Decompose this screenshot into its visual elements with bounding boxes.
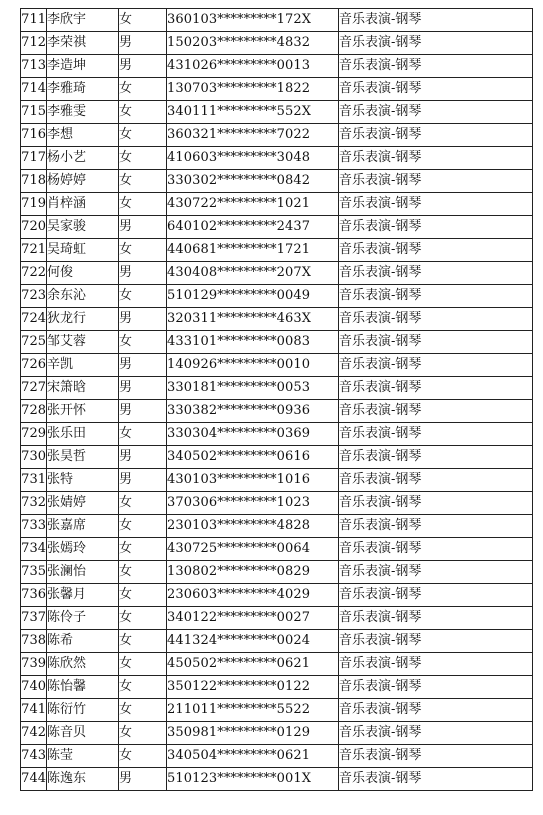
student-name: 张乐田 xyxy=(47,423,119,446)
student-id-number: 430725*********0064 xyxy=(167,538,339,561)
table-row xyxy=(21,9,533,32)
student-name: 张嘉席 xyxy=(47,515,119,538)
student-gender: 女 xyxy=(119,193,167,216)
student-gender: 女 xyxy=(119,607,167,630)
row-number: 730 xyxy=(21,446,47,469)
row-number: 716 xyxy=(21,124,47,147)
student-id-number: 320311*********463X xyxy=(167,308,339,331)
table-row xyxy=(21,147,533,170)
row-number: 728 xyxy=(21,400,47,423)
row-number: 721 xyxy=(21,239,47,262)
student-id-number: 330304*********0369 xyxy=(167,423,339,446)
student-major: 音乐表演-钢琴 xyxy=(339,423,533,446)
table-row xyxy=(21,377,533,400)
student-id-number: 350122*********0122 xyxy=(167,676,339,699)
student-id-number: 230603*********4029 xyxy=(167,584,339,607)
student-name: 陈音贝 xyxy=(47,722,119,745)
student-name: 李想 xyxy=(47,124,119,147)
row-number: 731 xyxy=(21,469,47,492)
student-id-number: 430408*********207X xyxy=(167,262,339,285)
student-name: 辛凯 xyxy=(47,354,119,377)
student-id-number: 430103*********1016 xyxy=(167,469,339,492)
table-row xyxy=(21,699,533,722)
student-gender: 女 xyxy=(119,124,167,147)
student-name: 李欣宇 xyxy=(47,9,119,32)
student-id-number: 410603*********3048 xyxy=(167,147,339,170)
student-id-number: 430722*********1021 xyxy=(167,193,339,216)
row-number: 741 xyxy=(21,699,47,722)
student-name: 陈怡馨 xyxy=(47,676,119,699)
table-row xyxy=(21,170,533,193)
student-name: 余东沁 xyxy=(47,285,119,308)
table-row xyxy=(21,423,533,446)
row-number: 718 xyxy=(21,170,47,193)
student-major: 音乐表演-钢琴 xyxy=(339,676,533,699)
student-gender: 女 xyxy=(119,538,167,561)
student-major: 音乐表演-钢琴 xyxy=(339,239,533,262)
row-number: 736 xyxy=(21,584,47,607)
student-id-number: 510129*********0049 xyxy=(167,285,339,308)
student-gender: 女 xyxy=(119,239,167,262)
student-id-number: 440681*********1721 xyxy=(167,239,339,262)
student-name: 陈伶子 xyxy=(47,607,119,630)
student-id-number: 441324*********0024 xyxy=(167,630,339,653)
table-row xyxy=(21,676,533,699)
table-row xyxy=(21,400,533,423)
student-name: 狄龙行 xyxy=(47,308,119,331)
student-major: 音乐表演-钢琴 xyxy=(339,55,533,78)
table-row xyxy=(21,55,533,78)
student-name: 吴琦虹 xyxy=(47,239,119,262)
student-id-number: 340502*********0616 xyxy=(167,446,339,469)
student-id-number: 330382*********0936 xyxy=(167,400,339,423)
student-name: 陈逸东 xyxy=(47,768,119,791)
row-number: 723 xyxy=(21,285,47,308)
student-major: 音乐表演-钢琴 xyxy=(339,285,533,308)
roster-table-body xyxy=(21,9,533,791)
table-row xyxy=(21,78,533,101)
student-gender: 男 xyxy=(119,354,167,377)
student-major: 音乐表演-钢琴 xyxy=(339,331,533,354)
student-id-number: 370306*********1023 xyxy=(167,492,339,515)
student-gender: 女 xyxy=(119,78,167,101)
table-row xyxy=(21,124,533,147)
student-name: 陈衍竹 xyxy=(47,699,119,722)
table-row xyxy=(21,584,533,607)
table-row xyxy=(21,561,533,584)
row-number: 744 xyxy=(21,768,47,791)
student-name: 李造坤 xyxy=(47,55,119,78)
student-gender: 女 xyxy=(119,676,167,699)
student-name: 李雅琦 xyxy=(47,78,119,101)
student-name: 张澜怡 xyxy=(47,561,119,584)
student-gender: 男 xyxy=(119,400,167,423)
student-gender: 女 xyxy=(119,653,167,676)
student-gender: 男 xyxy=(119,469,167,492)
student-gender: 女 xyxy=(119,630,167,653)
row-number: 724 xyxy=(21,308,47,331)
student-gender: 女 xyxy=(119,699,167,722)
student-name: 张昊哲 xyxy=(47,446,119,469)
student-id-number: 230103*********4828 xyxy=(167,515,339,538)
student-name: 张嫣玲 xyxy=(47,538,119,561)
table-row xyxy=(21,446,533,469)
student-major: 音乐表演-钢琴 xyxy=(339,9,533,32)
row-number: 712 xyxy=(21,32,47,55)
row-number: 720 xyxy=(21,216,47,239)
row-number: 729 xyxy=(21,423,47,446)
row-number: 727 xyxy=(21,377,47,400)
student-id-number: 360103*********172X xyxy=(167,9,339,32)
table-row xyxy=(21,745,533,768)
table-row xyxy=(21,32,533,55)
table-row xyxy=(21,653,533,676)
roster-table xyxy=(20,8,533,791)
row-number: 740 xyxy=(21,676,47,699)
student-name: 张婧婷 xyxy=(47,492,119,515)
student-major: 音乐表演-钢琴 xyxy=(339,745,533,768)
student-name: 邹艾蓉 xyxy=(47,331,119,354)
student-major: 音乐表演-钢琴 xyxy=(339,101,533,124)
student-major: 音乐表演-钢琴 xyxy=(339,124,533,147)
student-name: 陈莹 xyxy=(47,745,119,768)
row-number: 732 xyxy=(21,492,47,515)
student-id-number: 140926*********0010 xyxy=(167,354,339,377)
student-name: 杨小艺 xyxy=(47,147,119,170)
table-row xyxy=(21,515,533,538)
student-major: 音乐表演-钢琴 xyxy=(339,584,533,607)
student-major: 音乐表演-钢琴 xyxy=(339,561,533,584)
student-major: 音乐表演-钢琴 xyxy=(339,446,533,469)
row-number: 719 xyxy=(21,193,47,216)
student-id-number: 340504*********0621 xyxy=(167,745,339,768)
student-id-number: 350981*********0129 xyxy=(167,722,339,745)
student-gender: 女 xyxy=(119,561,167,584)
row-number: 715 xyxy=(21,101,47,124)
student-gender: 女 xyxy=(119,722,167,745)
student-name: 陈欣然 xyxy=(47,653,119,676)
student-major: 音乐表演-钢琴 xyxy=(339,630,533,653)
table-row xyxy=(21,101,533,124)
student-major: 音乐表演-钢琴 xyxy=(339,722,533,745)
student-major: 音乐表演-钢琴 xyxy=(339,492,533,515)
student-major: 音乐表演-钢琴 xyxy=(339,262,533,285)
student-name: 肖梓涵 xyxy=(47,193,119,216)
table-row xyxy=(21,469,533,492)
student-major: 音乐表演-钢琴 xyxy=(339,78,533,101)
student-name: 吴家骏 xyxy=(47,216,119,239)
student-gender: 男 xyxy=(119,446,167,469)
row-number: 743 xyxy=(21,745,47,768)
table-row xyxy=(21,262,533,285)
student-id-number: 360321*********7022 xyxy=(167,124,339,147)
student-id-number: 640102*********2437 xyxy=(167,216,339,239)
row-number: 726 xyxy=(21,354,47,377)
row-number: 714 xyxy=(21,78,47,101)
table-row xyxy=(21,492,533,515)
row-number: 722 xyxy=(21,262,47,285)
student-name: 李荣祺 xyxy=(47,32,119,55)
student-id-number: 130802*********0829 xyxy=(167,561,339,584)
student-name: 李雅雯 xyxy=(47,101,119,124)
table-row xyxy=(21,607,533,630)
table-row xyxy=(21,285,533,308)
student-major: 音乐表演-钢琴 xyxy=(339,32,533,55)
student-gender: 女 xyxy=(119,170,167,193)
student-major: 音乐表演-钢琴 xyxy=(339,193,533,216)
table-row xyxy=(21,193,533,216)
student-id-number: 433101*********0083 xyxy=(167,331,339,354)
table-row xyxy=(21,538,533,561)
student-gender: 女 xyxy=(119,492,167,515)
row-number: 711 xyxy=(21,9,47,32)
student-gender: 男 xyxy=(119,55,167,78)
row-number: 738 xyxy=(21,630,47,653)
student-name: 张特 xyxy=(47,469,119,492)
student-major: 音乐表演-钢琴 xyxy=(339,354,533,377)
student-gender: 女 xyxy=(119,285,167,308)
student-gender: 女 xyxy=(119,423,167,446)
student-id-number: 130703*********1822 xyxy=(167,78,339,101)
student-gender: 女 xyxy=(119,101,167,124)
student-gender: 男 xyxy=(119,262,167,285)
student-gender: 女 xyxy=(119,331,167,354)
student-id-number: 450502*********0621 xyxy=(167,653,339,676)
student-gender: 女 xyxy=(119,745,167,768)
student-major: 音乐表演-钢琴 xyxy=(339,538,533,561)
row-number: 733 xyxy=(21,515,47,538)
student-id-number: 431026*********0013 xyxy=(167,55,339,78)
student-major: 音乐表演-钢琴 xyxy=(339,400,533,423)
student-id-number: 510123*********001X xyxy=(167,768,339,791)
row-number: 717 xyxy=(21,147,47,170)
student-gender: 男 xyxy=(119,216,167,239)
student-id-number: 150203*********4832 xyxy=(167,32,339,55)
row-number: 737 xyxy=(21,607,47,630)
student-name: 宋箫晗 xyxy=(47,377,119,400)
student-major: 音乐表演-钢琴 xyxy=(339,653,533,676)
student-gender: 女 xyxy=(119,147,167,170)
table-row xyxy=(21,354,533,377)
student-id-number: 211011*********5522 xyxy=(167,699,339,722)
row-number: 742 xyxy=(21,722,47,745)
student-gender: 男 xyxy=(119,377,167,400)
student-major: 音乐表演-钢琴 xyxy=(339,768,533,791)
table-row xyxy=(21,630,533,653)
row-number: 739 xyxy=(21,653,47,676)
table-row xyxy=(21,239,533,262)
table-row xyxy=(21,768,533,791)
student-gender: 女 xyxy=(119,584,167,607)
student-name: 张开怀 xyxy=(47,400,119,423)
student-id-number: 340111*********552X xyxy=(167,101,339,124)
student-major: 音乐表演-钢琴 xyxy=(339,377,533,400)
student-major: 音乐表演-钢琴 xyxy=(339,216,533,239)
student-id-number: 330181*********0053 xyxy=(167,377,339,400)
student-major: 音乐表演-钢琴 xyxy=(339,699,533,722)
student-id-number: 340122*********0027 xyxy=(167,607,339,630)
student-name: 张馨月 xyxy=(47,584,119,607)
student-id-number: 330302*********0842 xyxy=(167,170,339,193)
table-row xyxy=(21,722,533,745)
student-major: 音乐表演-钢琴 xyxy=(339,607,533,630)
row-number: 735 xyxy=(21,561,47,584)
student-name: 杨婷婷 xyxy=(47,170,119,193)
student-name: 何俊 xyxy=(47,262,119,285)
student-major: 音乐表演-钢琴 xyxy=(339,147,533,170)
row-number: 713 xyxy=(21,55,47,78)
student-gender: 女 xyxy=(119,9,167,32)
student-gender: 男 xyxy=(119,32,167,55)
student-major: 音乐表演-钢琴 xyxy=(339,170,533,193)
student-major: 音乐表演-钢琴 xyxy=(339,469,533,492)
student-gender: 女 xyxy=(119,515,167,538)
student-major: 音乐表演-钢琴 xyxy=(339,308,533,331)
student-name: 陈希 xyxy=(47,630,119,653)
row-number: 725 xyxy=(21,331,47,354)
student-gender: 男 xyxy=(119,768,167,791)
student-gender: 男 xyxy=(119,308,167,331)
table-row xyxy=(21,308,533,331)
student-major: 音乐表演-钢琴 xyxy=(339,515,533,538)
table-row xyxy=(21,216,533,239)
row-number: 734 xyxy=(21,538,47,561)
table-row xyxy=(21,331,533,354)
